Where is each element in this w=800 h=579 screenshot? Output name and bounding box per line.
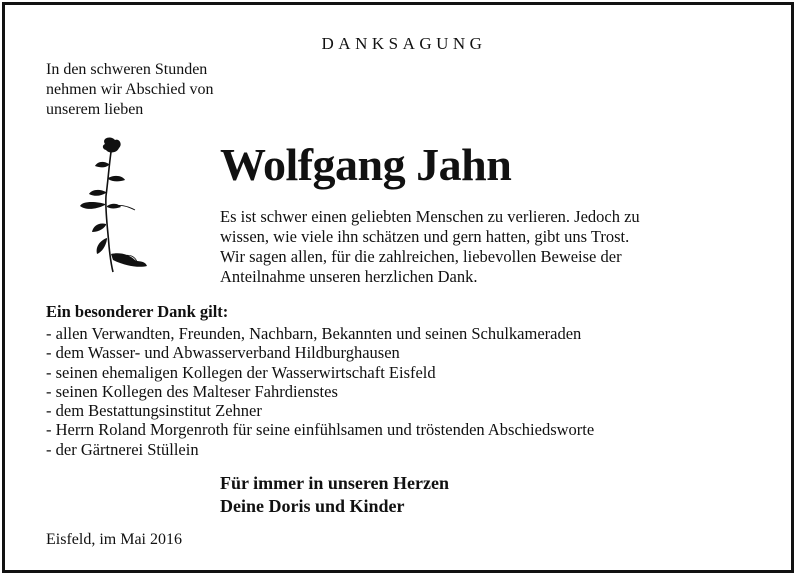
rose-icon (75, 136, 150, 276)
body-line: Wir sagen allen, für die zahlreichen, liebevollen Beweise der (220, 247, 622, 266)
list-item: - der Gärtnerei Stüllein (46, 439, 199, 459)
list-item: - seinen Kollegen des Malteser Fahrdienstes (46, 381, 338, 401)
list-item: - Herrn Roland Morgenroth für seine einfühlsamen und tröstenden Abschiedsworte (46, 420, 595, 440)
deceased-name: Wolfgang Jahn (220, 139, 512, 190)
closing-signature (220, 472, 449, 518)
intro-line: In den schweren Stunden (46, 61, 208, 78)
body-line: Es ist schwer einen geliebten Menschen zu verlieren. Jedoch zu (220, 207, 640, 226)
list-item: - seinen ehemaligen Kollegen der Wasserwirtschaft Eisfeld (46, 362, 436, 382)
thanks-list (46, 324, 594, 459)
intro-line: unserem lieben (46, 101, 144, 118)
special-thanks-heading: Ein besonderer Dank gilt: (46, 302, 229, 321)
body-line: Anteilnahme unseren herzlichen Dank. (220, 267, 478, 286)
body-line: wissen, wie viele ihn schätzen und gern hatten, gibt uns Trost. (220, 227, 630, 246)
list-item: - dem Wasser- und Abwasserverband Hildburghausen (46, 343, 400, 363)
place-and-date: Eisfeld, im Mai 2016 (46, 531, 182, 548)
condolence-text (220, 207, 640, 287)
closing-line: Deine Doris und Kinder (220, 496, 405, 516)
closing-line: Für immer in unseren Herzen (220, 473, 449, 493)
intro-text (46, 60, 214, 120)
list-item: - dem Bestattungsinstitut Zehner (46, 401, 262, 421)
list-item: - allen Verwandten, Freunden, Nachbarn, Bekannten und seinen Schulkameraden (46, 324, 582, 343)
notice-heading: DANKSAGUNG (321, 34, 487, 53)
intro-line: nehmen wir Abschied von (46, 81, 214, 98)
